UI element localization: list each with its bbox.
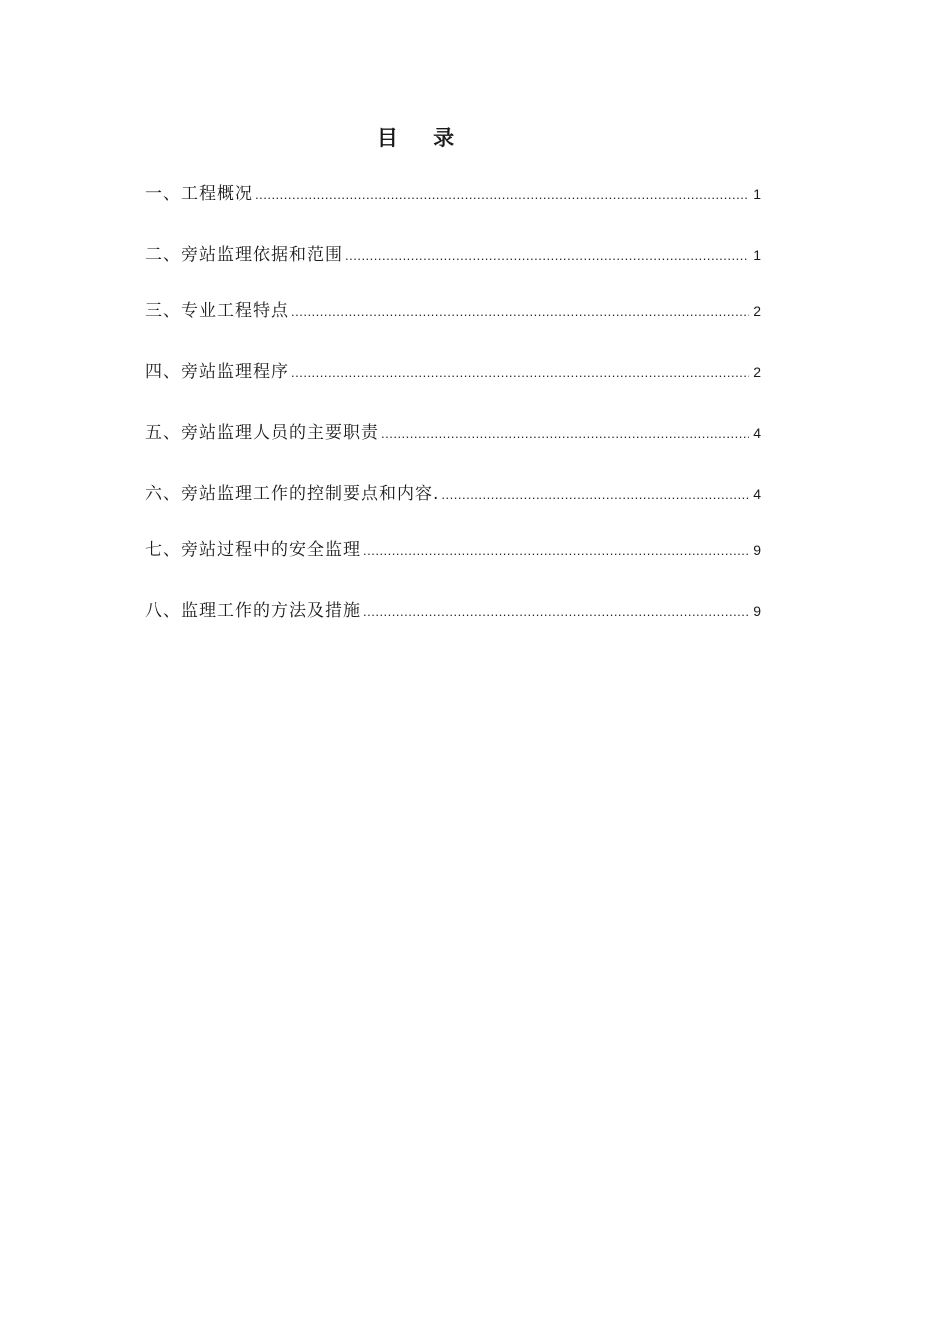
toc-entry-label: 三、专业工程特点: [145, 301, 289, 321]
toc-page-number: 4: [753, 425, 761, 441]
toc-dot-leader: [255, 183, 749, 207]
toc-entry-label: 六、旁站监理工作的控制要点和内容.: [145, 484, 440, 504]
toc-dot-leader: [363, 600, 749, 624]
toc-entry[interactable]: [145, 182, 761, 206]
toc-entry[interactable]: [145, 538, 761, 562]
toc-entry[interactable]: [145, 360, 761, 384]
toc-entry[interactable]: [145, 482, 761, 506]
toc-dot-leader: [363, 539, 749, 563]
toc-entry-label: 七、旁站过程中的安全监理: [145, 540, 361, 560]
toc-page-number: 2: [753, 303, 761, 319]
toc-dot-leader: [291, 300, 749, 324]
toc-page-number: 1: [753, 247, 761, 263]
toc-dot-leader: [441, 483, 749, 507]
toc-title: 目 录: [376, 126, 469, 150]
toc-entry[interactable]: [145, 421, 761, 445]
toc-page-number: 4: [753, 486, 761, 502]
toc-entry-label: 五、旁站监理人员的主要职责: [145, 423, 379, 443]
toc-entry-label: 二、旁站监理依据和范围: [145, 245, 343, 265]
toc-entry-label: 一、工程概况: [145, 184, 253, 204]
toc-page-number: 9: [753, 603, 761, 619]
toc-page-number: 1: [753, 186, 761, 202]
toc-entry-label: 四、旁站监理程序: [145, 362, 289, 382]
toc-entry[interactable]: [145, 299, 761, 323]
toc-page-number: 2: [753, 364, 761, 380]
toc-entry[interactable]: [145, 599, 761, 623]
toc-dot-leader: [291, 361, 749, 385]
toc-page-number: 9: [753, 542, 761, 558]
toc-entry[interactable]: [145, 243, 761, 267]
toc-dot-leader: [345, 244, 749, 268]
toc-dot-leader: [381, 422, 749, 446]
toc-entry-label: 八、监理工作的方法及措施: [145, 601, 361, 621]
